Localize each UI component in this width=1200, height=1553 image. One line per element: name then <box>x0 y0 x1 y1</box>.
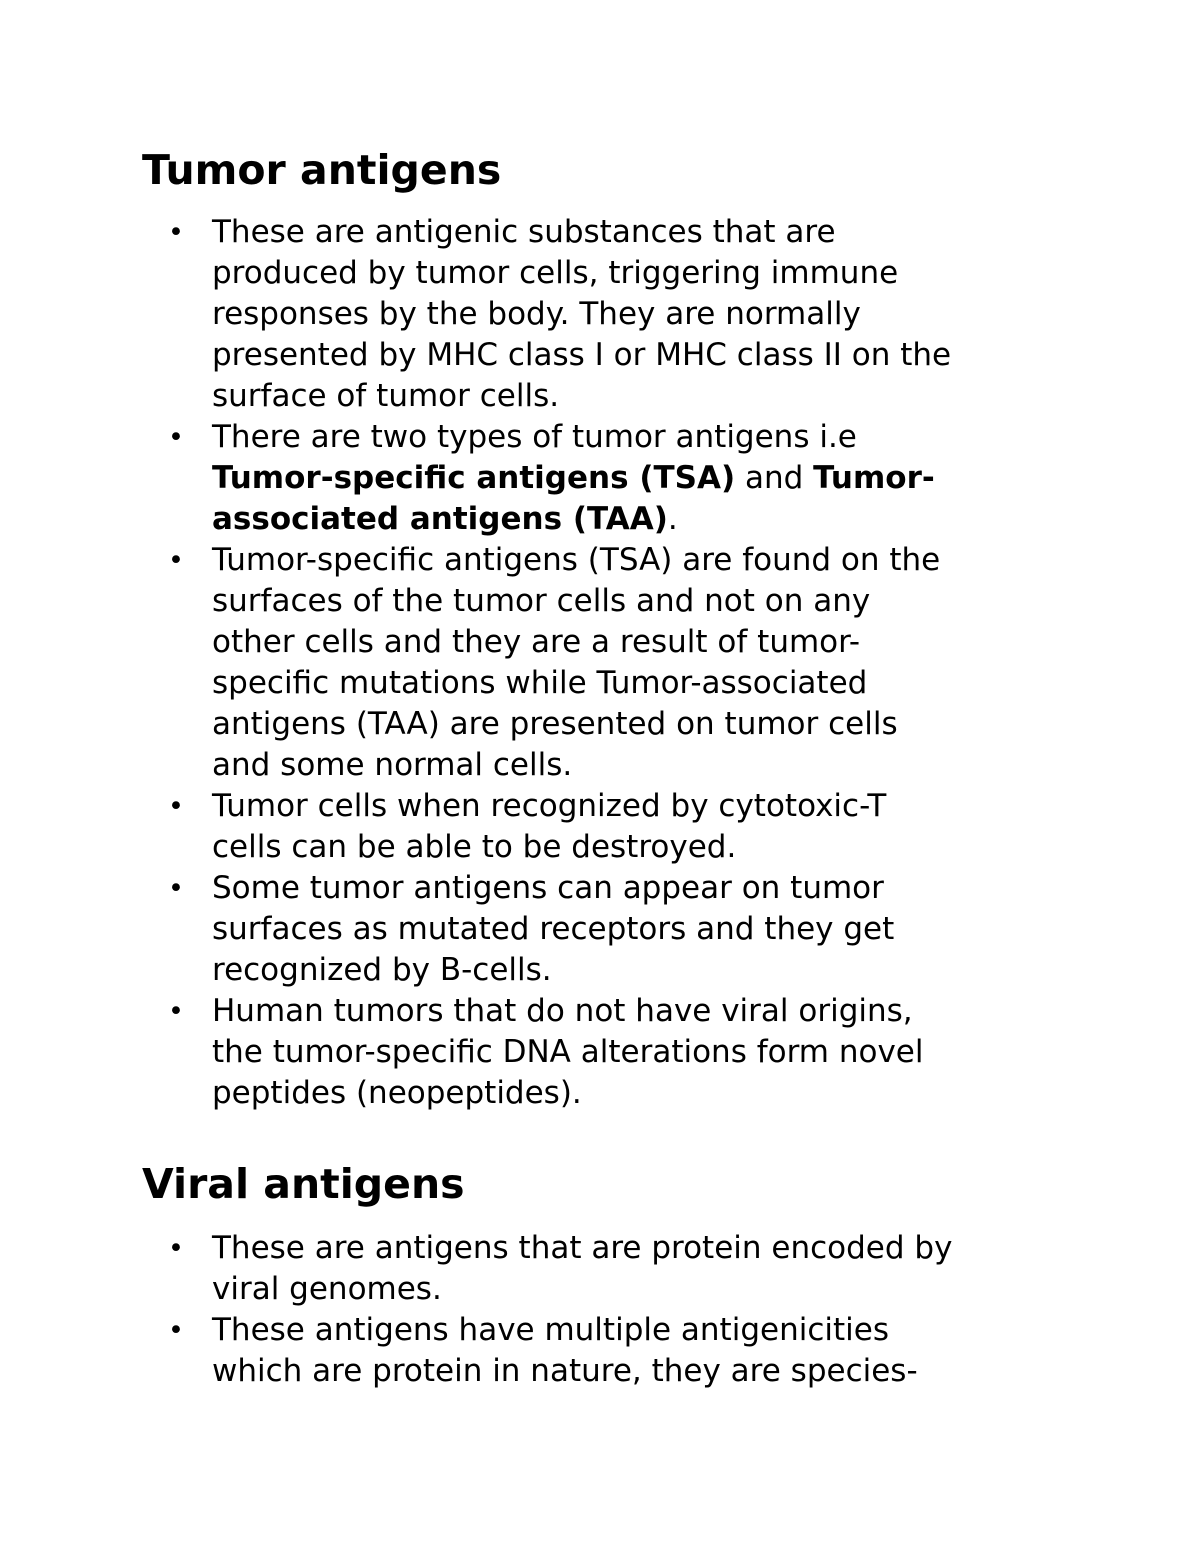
text-run: These antigens have multiple antigenicities <box>212 1312 889 1348</box>
text-run: recognized by B-cells. <box>212 952 552 988</box>
text-run: There are two types of tumor antigens i.e <box>212 419 857 455</box>
viral-antigens-list <box>0 1228 1092 1392</box>
bullet-text-line <box>212 294 1092 335</box>
bullet-text-line <box>212 253 1092 294</box>
text-run: responses by the body. They are normally <box>212 296 861 332</box>
text-run: presented by MHC class I or MHC class II on the <box>212 337 952 373</box>
bullet-item <box>0 868 1092 991</box>
bold-term: associated antigens (TAA) <box>212 501 668 537</box>
tumor-antigens-list <box>0 212 1092 1114</box>
bullet-text-line <box>212 212 1092 253</box>
bullet-item <box>0 991 1092 1114</box>
text-run: peptides (neopeptides). <box>212 1075 582 1111</box>
bullet-text-line <box>212 704 1092 745</box>
bullet-item <box>0 1228 1092 1310</box>
bullet-text-line <box>212 868 1092 909</box>
bullet-text-line <box>212 827 1092 868</box>
bullet-text-line <box>212 1228 1092 1269</box>
bold-term: Tumor-specific antigens (TSA) <box>212 460 736 496</box>
bullet-marker: • <box>168 422 184 453</box>
bullet-text-line <box>212 1351 1092 1392</box>
text-run: Tumor cells when recognized by cytotoxic-T <box>212 788 887 824</box>
text-run: produced by tumor cells, triggering immune <box>212 255 899 291</box>
bullet-text-line <box>212 786 1092 827</box>
bullet-text-line <box>212 458 1092 499</box>
text-run: Some tumor antigens can appear on tumor <box>212 870 884 906</box>
bullet-marker: • <box>168 996 184 1027</box>
bullet-text-line <box>212 663 1092 704</box>
bullet-text-line <box>212 622 1092 663</box>
bullet-text-line <box>212 991 1092 1032</box>
bullet-text-line <box>212 540 1092 581</box>
text-run: surfaces as mutated receptors and they get <box>212 911 895 947</box>
section-heading-viral-antigens: Viral antigens <box>142 1160 465 1208</box>
bullet-item <box>0 417 1092 540</box>
bullet-text-line <box>212 1073 1092 1114</box>
bullet-text-line <box>212 376 1092 417</box>
bullet-text-line <box>212 745 1092 786</box>
bold-term: Tumor- <box>813 460 935 496</box>
bullet-marker: • <box>168 1233 184 1264</box>
bullet-item <box>0 1310 1092 1392</box>
text-run: antigens (TAA) are presented on tumor cells <box>212 706 898 742</box>
text-run: and some normal cells. <box>212 747 573 783</box>
bullet-item <box>0 786 1092 868</box>
text-run: . <box>667 501 678 537</box>
text-run: These are antigens that are protein encoded by <box>212 1230 953 1266</box>
text-run: and <box>735 460 814 496</box>
text-run: other cells and they are a result of tumor- <box>212 624 861 660</box>
text-run: viral genomes. <box>212 1271 442 1307</box>
bullet-marker: • <box>168 217 184 248</box>
text-run: surface of tumor cells. <box>212 378 560 414</box>
text-run: Human tumors that do not have viral origins, <box>212 993 913 1029</box>
bullet-text-line <box>212 499 1092 540</box>
bullet-text-line <box>212 1310 1092 1351</box>
text-run: cells can be able to be destroyed. <box>212 829 737 865</box>
bullet-marker: • <box>168 545 184 576</box>
text-run: Tumor-specific antigens (TSA) are found on the <box>212 542 941 578</box>
bullet-text-line <box>212 335 1092 376</box>
bullet-item <box>0 212 1092 417</box>
bullet-item <box>0 540 1092 786</box>
bullet-marker: • <box>168 873 184 904</box>
bullet-marker: • <box>168 1315 184 1346</box>
bullet-text-line <box>212 581 1092 622</box>
bullet-text-line <box>212 1269 1092 1310</box>
bullet-text-line <box>212 1032 1092 1073</box>
text-run: These are antigenic substances that are <box>212 214 836 250</box>
text-run: the tumor-specific DNA alterations form novel <box>212 1034 924 1070</box>
bullet-text-line <box>212 417 1092 458</box>
bullet-text-line <box>212 909 1092 950</box>
text-run: which are protein in nature, they are species- <box>212 1353 918 1389</box>
bullet-text-line <box>212 950 1092 991</box>
text-run: surfaces of the tumor cells and not on any <box>212 583 871 619</box>
text-run: specific mutations while Tumor-associated <box>212 665 868 701</box>
bullet-marker: • <box>168 791 184 822</box>
section-heading-tumor-antigens: Tumor antigens <box>142 146 502 194</box>
